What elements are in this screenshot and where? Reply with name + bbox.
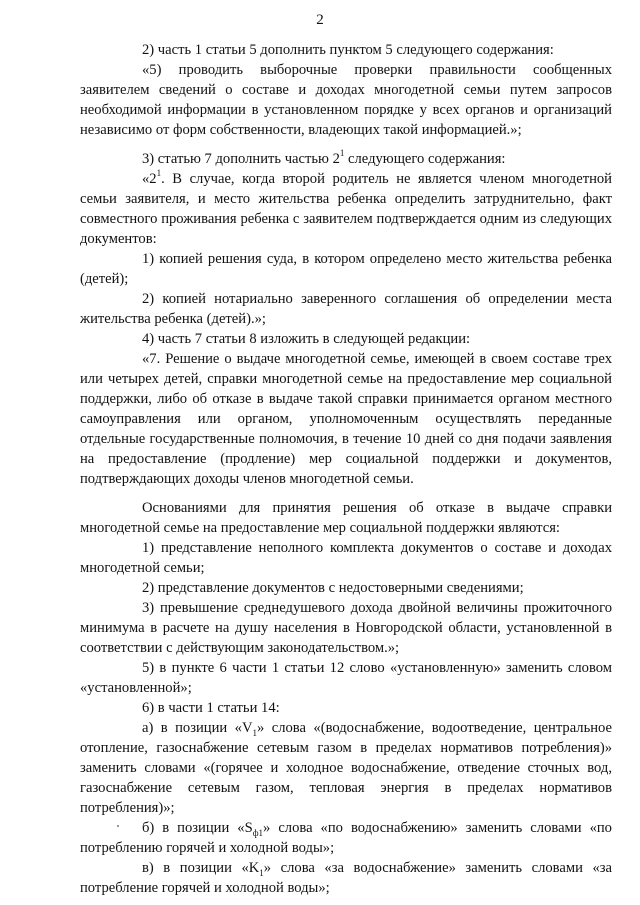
paragraph-item-6: 6) в части 1 статьи 14: xyxy=(142,700,280,716)
paragraph-item-5: 5) в пункте 6 части 1 статьи 12 слово «установленную» заменить словом «установленной»; xyxy=(80,660,612,696)
superscript-index: 1 xyxy=(339,148,345,159)
paragraph-item-4: 4) часть 7 статьи 8 изложить в следующей редакции: xyxy=(142,331,471,347)
document-body xyxy=(80,40,612,898)
paragraph-subitem-v-text: » слова «за водоснабжение» заменить словами «за потребление горячей и холодной воды»; xyxy=(80,860,612,896)
subscript-index: 1 xyxy=(259,867,264,878)
paragraph-subitem-2: 2) копией нотариально заверенного соглашения об определении места жительства ребенка (детей).»; xyxy=(80,291,612,327)
paragraph-ground-2: 2) представление документов с недостоверными сведениями; xyxy=(142,580,524,596)
paragraph-quote-item-5: «5) проводить выборочные проверки правильности сообщенных заявителем сведений о составе и доходах многодетной семьи путем запросов необходимой информации в установленном порядке у всех органов и организаций независимо от форм собственности, владеющих такой информацией.»; xyxy=(80,62,612,138)
paragraph-ground-1: 1) представление неполного комплекта документов о составе и доходах многодетной семьи; xyxy=(80,540,612,576)
paragraph-item-3 xyxy=(80,149,612,169)
paragraph-refusal-grounds: Основаниями для принятия решения об отказе в выдаче справки многодетной семье на предоставление мер социальной поддержки являются: xyxy=(80,500,612,536)
paragraph-subitem-b xyxy=(80,818,612,858)
paragraph-subitem-b-start: б) в позиции «S xyxy=(142,820,253,836)
paragraph-item-3-text: 3) статью 7 дополнить частью 2 xyxy=(142,151,340,167)
page-number: 2 xyxy=(316,12,324,28)
subscript-index: ф1 xyxy=(252,827,264,838)
paragraph-item-3-text-end: следующего содержания: xyxy=(344,151,506,167)
paragraph-subitem-a-text: » слова «(водоснабжение, водоотведение, центральное отопление, газоснабжение сетевым газом в пределах нормативов потребления)» заменить словами «(горячее и холодное водоснабжение, отведение сточных вод, газоснабжение сетевым газом, тепловая энергия в пределах нормативов потребления)»; xyxy=(80,720,612,816)
subscript-index: 1 xyxy=(252,727,257,738)
superscript-index: 1 xyxy=(156,168,162,179)
paragraph-subitem-v-start: в) в позиции «K xyxy=(142,860,260,876)
paragraph-part-2-1 xyxy=(80,169,612,249)
paragraph-item-2: 2) часть 1 статьи 5 дополнить пунктом 5 следующего содержания: xyxy=(142,42,554,58)
scan-speck xyxy=(117,825,119,827)
paragraph-subitem-v xyxy=(80,858,612,898)
paragraph-part-2-1-start: «2 xyxy=(142,171,157,187)
paragraph-subitem-a-start: а) в позиции «V xyxy=(142,720,253,736)
paragraph-subitem-1: 1) копией решения суда, в котором определено место жительства ребенка (детей); xyxy=(80,251,612,287)
paragraph-subitem-a xyxy=(80,718,612,818)
paragraph-ground-3: 3) превышение среднедушевого дохода двойной величины прожиточного минимума в расчете на душу населения в Новгородской области, установленной в соответствии с действующим законодательством.»; xyxy=(80,600,612,656)
paragraph-part-7: «7. Решение о выдаче многодетной семье, имеющей в своем составе трех или четырех детей, справки многодетной семье на предоставление мер социальной поддержки, либо об отказе в выдаче такой справки принимается органом местного самоуправления или органом, уполномоченным осуществлять переданные отдельные государственные полномочия, в течение 10 дней со дня подачи заявления на предоставление (продление) мер социальной поддержки и документов, подтверждающих доходы членов многодетной семьи. xyxy=(80,351,612,487)
paragraph-part-2-1-text: . В случае, когда второй родитель не является членом многодетной семьи заявителя, и место жительства ребенка определить затруднительно, факт совместного проживания ребенка с заявителем подтверждается одним из следующих документов: xyxy=(80,171,612,247)
paragraph-subitem-b-text: » слова «по водоснабжению» заменить словами «по потреблению горячей и холодной воды»; xyxy=(80,820,612,856)
